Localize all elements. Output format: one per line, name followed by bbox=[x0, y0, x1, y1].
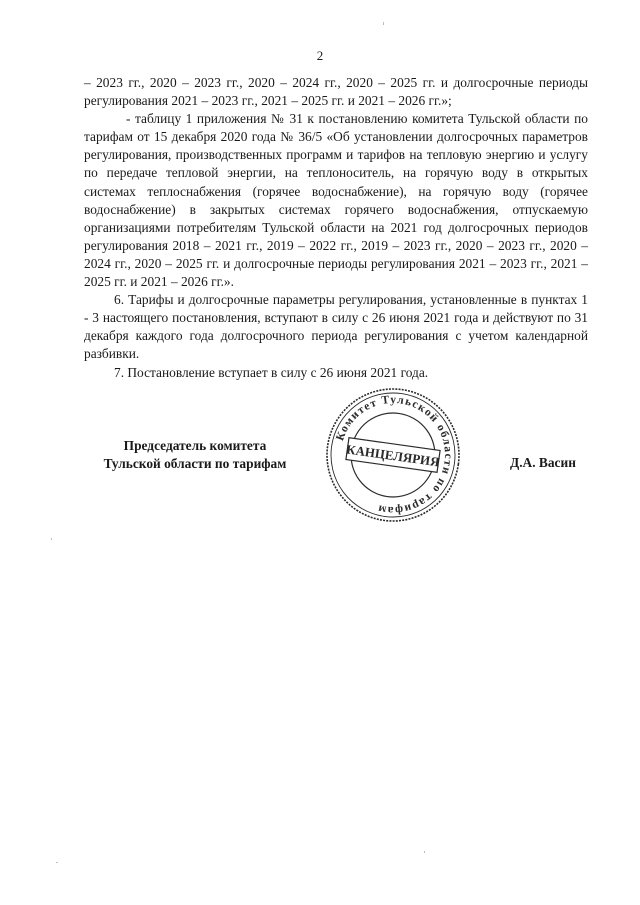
scan-speck bbox=[383, 22, 384, 25]
paragraph-3: 6. Тарифы и долгосрочные параметры регулирования, установленные в пунктах 1 - 3 настоящего постановления, вступают в силу с 26 июня 2021 года и действуют по 31 декабря каждого года долгосрочного периода регулирования с учетом календарной разбивки. bbox=[84, 292, 588, 362]
paragraph-2: - таблицу 1 приложения № 31 к постановлению комитета Тульской области по тарифам от 15 декабря 2020 года № 36/5 «Об установлении долгосрочных параметров регулирования, производственных программ и тарифов на тепловую энергию и услугу по передаче тепловой энергии, на теплоноситель, на горячую воду в открытых системах теплоснабжения (горячее водоснабжение), на горячую воду (горячее водоснабжение) в закрытых системах горячего водоснабжения, отпускаемую организациями потребителям Тульской области на 2021 год долгосрочных периодов регулирования 2018 – 2021 гг., 2019 – 2022 гг., 2019 – 2023 гг., 2020 – 2023 гг., 2020 – 2024 гг., 2020 – 2025 гг. и долгосрочные периоды регулирования 2021 – 2023 гг., 2021 – 2025 гг. и 2021 – 2026 гг.». bbox=[84, 111, 588, 290]
signatory-name: Д.А. Васин bbox=[510, 455, 576, 470]
scan-speck bbox=[424, 851, 425, 853]
signatory-title-line-1: Председатель комитета bbox=[123, 438, 267, 453]
paragraph-1: – 2023 гг., 2020 – 2023 гг., 2020 – 2024 гг., 2020 – 2025 гг. и долгосрочные периоды регулирования 2021 – 2023 гг., 2021 – 2025 гг. и 2021 – 2026 гг.»; bbox=[84, 75, 588, 109]
stamp-center-text: КАНЦЕЛЯРИЯ bbox=[345, 441, 441, 470]
page-number: 2 bbox=[316, 48, 324, 63]
scan-speck bbox=[51, 538, 52, 540]
signatory-title bbox=[80, 437, 310, 473]
office-stamp bbox=[318, 380, 468, 530]
document-body bbox=[84, 74, 588, 382]
paragraph-4: 7. Постановление вступает в силу с 26 июня 2021 года. bbox=[114, 364, 429, 380]
signatory-title-line-2: Тульской области по тарифам bbox=[103, 456, 287, 471]
stamp-ring-text: Комитет Тульской области по тарифам bbox=[334, 393, 455, 517]
scan-speck bbox=[56, 862, 58, 863]
